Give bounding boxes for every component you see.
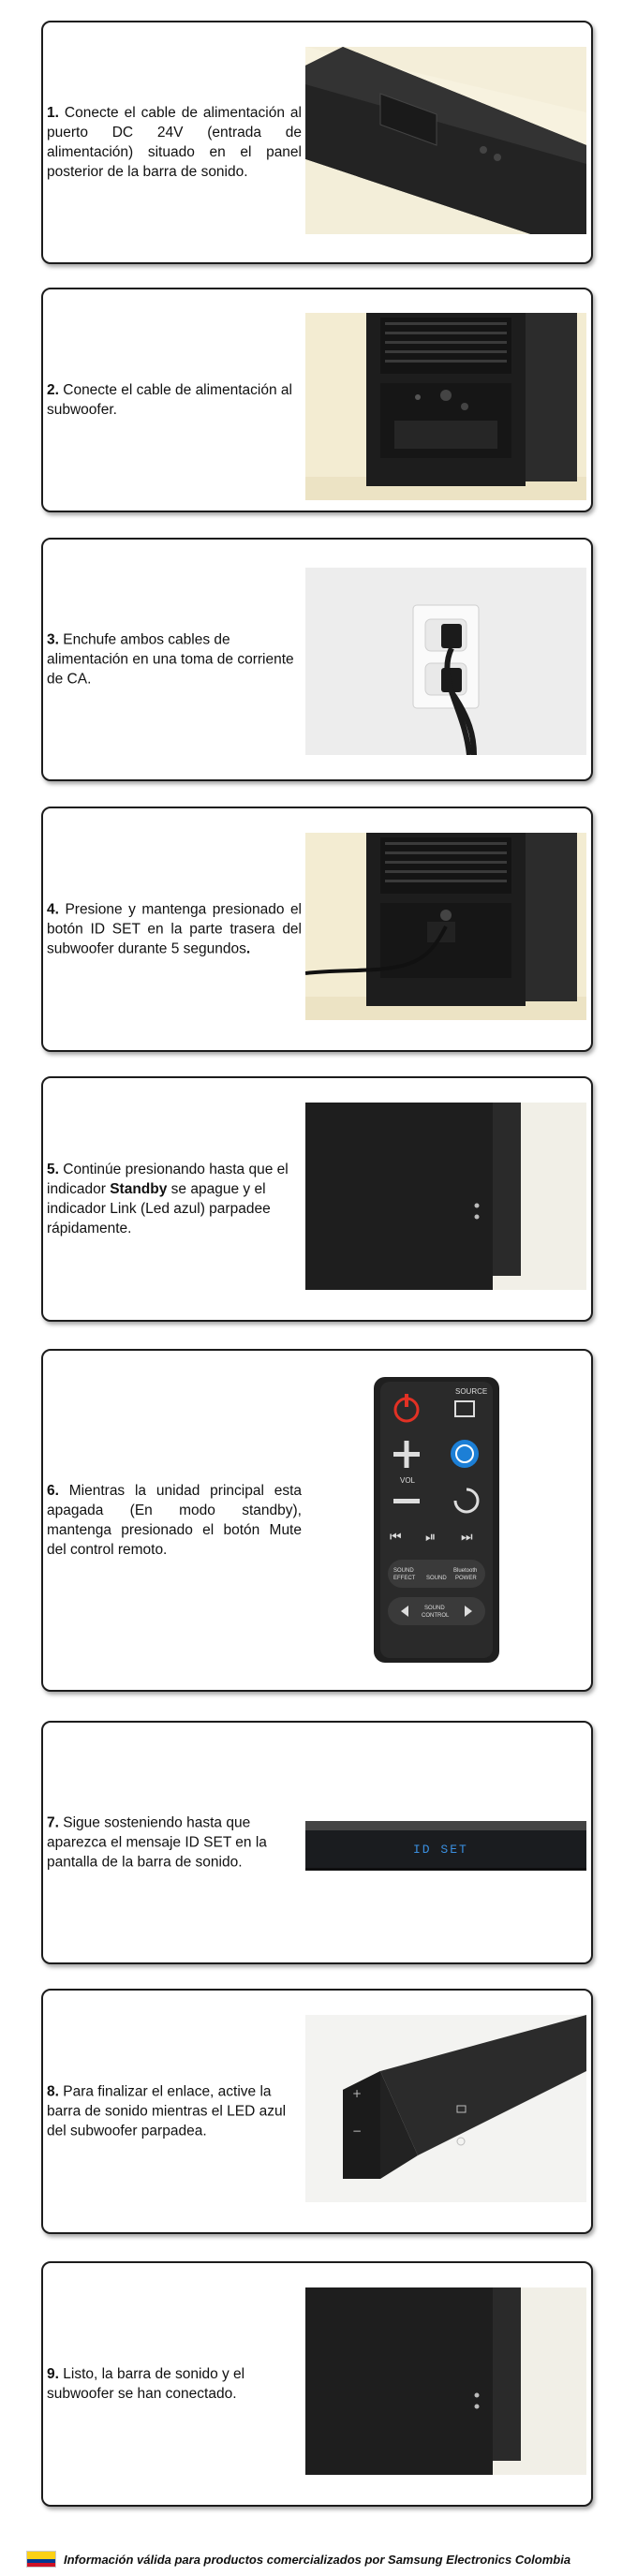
subwoofer-back-photo — [305, 313, 586, 500]
step-card-4 — [41, 807, 593, 1052]
step-card-1 — [41, 21, 593, 264]
soundbar-display-photo — [305, 1821, 586, 1877]
minus-icon: − — [352, 2124, 363, 2138]
step-card-9 — [41, 2261, 593, 2507]
sound-control-label-2: CONTROL — [422, 1613, 450, 1619]
vol-down-icon — [393, 1499, 420, 1503]
step-text-4: 4. Presione y mantenga presionado el botón ID SET en la parte trasera del subwoofer durante 5 segundos. — [47, 901, 303, 957]
plus-icon: + — [352, 2087, 363, 2100]
step-text-5: 5. Continúe presionando hasta que el indicador Standby se apague y el indicador Link (Led azul) parpadee rápidamente. — [47, 1162, 289, 1236]
step-card-7 — [41, 1721, 593, 1964]
step-text-9: 9. Listo, la barra de sonido y el subwoofer se han conectado. — [47, 2366, 245, 2402]
wall-outlet-photo — [305, 568, 586, 755]
sound-effect-label-2: EFFECT — [393, 1576, 416, 1581]
display-id-set-text: ID SET — [413, 1843, 468, 1857]
next-icon: ⏭ — [461, 1530, 473, 1545]
subwoofer-id-set-photo — [305, 833, 586, 1020]
sound-mode-label: SOUND — [426, 1576, 447, 1581]
step-card-5 — [41, 1076, 593, 1322]
step-text-8: 8. Para finalizar el enlace, active la barra de sonido mientras el LED azul del subwoofer parpadea. — [47, 2083, 287, 2139]
step-text-1: 1. Conecte el cable de alimentación al puerto DC 24V (entrada de alimentación) situado en el panel posterior de la barra de sonido. — [47, 105, 302, 180]
footer-disclaimer: Información válida para productos comercializados por Samsung Electronics Colombia — [64, 2552, 571, 2567]
remote-control-illustration — [305, 1377, 586, 1667]
footer — [26, 2550, 570, 2569]
play-pause-icon: ⏯ — [425, 1530, 437, 1545]
subwoofer-front-led-photo — [305, 1103, 586, 1290]
step-text-6: 6. Mientras la unidad principal esta apagada (En modo standby), mantenga presionado el botón Mute del control remoto. — [47, 1483, 303, 1558]
step-card-8 — [41, 1989, 593, 2234]
step-card-3 — [41, 538, 593, 781]
bluetooth-power-label: POWER — [455, 1576, 477, 1581]
soundbar-back-panel-photo — [305, 47, 586, 234]
step-text-3: 3. Enchufe ambos cables de alimentación en una toma de corriente de CA. — [47, 631, 294, 688]
soundbar-side-photo — [305, 2015, 586, 2202]
sound-effect-label-1: SOUND — [393, 1568, 414, 1574]
vol-up-icon — [405, 1441, 409, 1468]
vol-label: VOL — [400, 1476, 416, 1485]
prev-icon: ⏮ — [390, 1530, 402, 1545]
colombia-flag-icon — [26, 2551, 56, 2568]
sound-control-label-1: SOUND — [424, 1606, 445, 1611]
step-text-7: 7. Sigue sosteniendo hasta que aparezca el mensaje ID SET en la pantalla de la barra de sonido. — [47, 1814, 267, 1871]
step-card-6 — [41, 1349, 593, 1692]
bluetooth-label: Bluetooth — [453, 1568, 478, 1574]
source-label: SOURCE — [455, 1387, 488, 1396]
subwoofer-connected-photo — [305, 2287, 586, 2475]
step-card-2 — [41, 288, 593, 512]
mute-icon — [451, 1440, 479, 1468]
step-text-2: 2. Conecte el cable de alimentación al subwoofer. — [47, 382, 292, 418]
